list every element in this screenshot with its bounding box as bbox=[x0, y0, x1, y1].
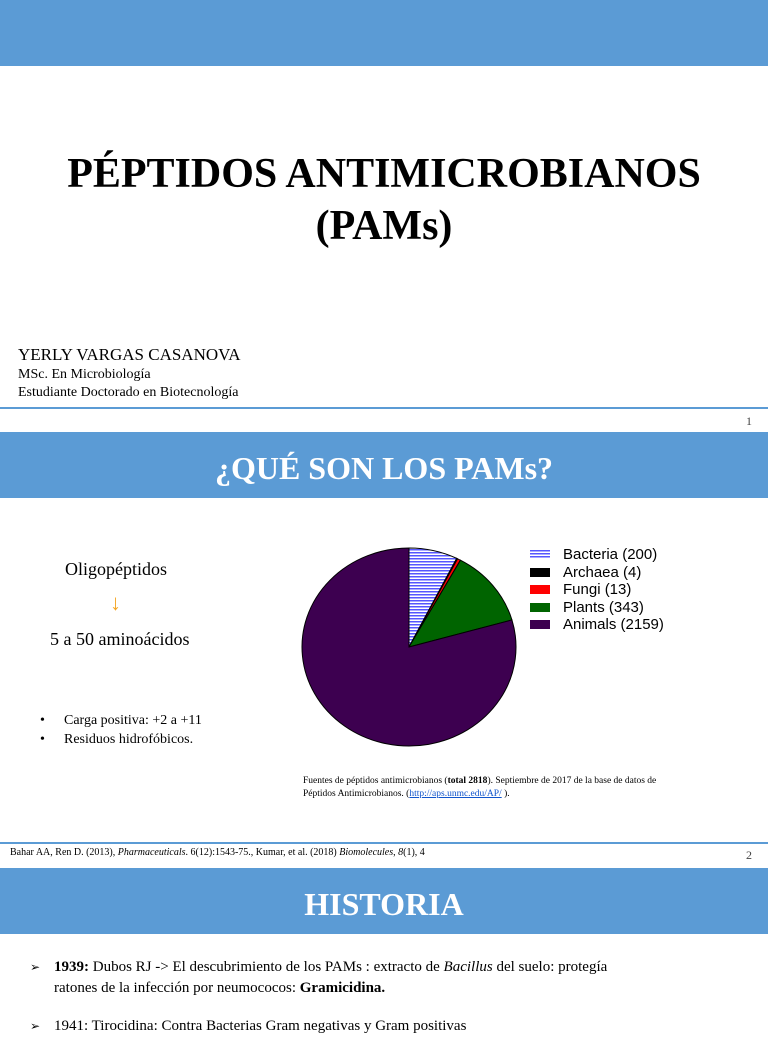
history-compound: Gramicidina. bbox=[299, 980, 386, 996]
slide1-bottom-rule bbox=[0, 407, 768, 409]
history-text: ratones de la infección por neumococos: bbox=[54, 980, 300, 996]
chart-source-note bbox=[303, 775, 703, 801]
source-total: total 2818 bbox=[447, 776, 488, 786]
chart-legend bbox=[530, 546, 664, 634]
slide3-header-band bbox=[0, 868, 768, 934]
amino-acid-length: 5 a 50 aminoácidos bbox=[50, 629, 190, 649]
author-degree: MSc. En Microbiología bbox=[18, 367, 151, 382]
source-text: ). bbox=[501, 789, 510, 799]
citation-volume: 8 bbox=[398, 847, 404, 858]
slide2-page-number: 2 bbox=[746, 848, 752, 862]
source-text: ). Septiembre de 2017 de la base de datos de bbox=[487, 776, 657, 786]
legend-label: Animals (2159) bbox=[563, 616, 664, 634]
citation-text: (1), 4 bbox=[403, 847, 425, 858]
citation-text: . 6(12):1543-75., Kumar, et al. (2018) bbox=[185, 847, 340, 858]
slide1-header-band bbox=[0, 0, 768, 66]
legend-swatch bbox=[530, 620, 550, 629]
slide2-bottom-rule bbox=[0, 842, 768, 844]
list-item: • Residuos hidrofóbicos. bbox=[40, 732, 194, 747]
author-name: YERLY VARGAS CASANOVA bbox=[18, 345, 241, 364]
bullet-arrow-icon: ➢ bbox=[30, 960, 41, 974]
slide1-title-line2: (PAMs) bbox=[315, 203, 453, 249]
slide2-header-band bbox=[0, 432, 768, 498]
legend-swatch bbox=[530, 550, 550, 559]
bullet-arrow-icon: ➢ bbox=[30, 1019, 41, 1033]
citation bbox=[10, 847, 425, 858]
source-text: Péptidos Antimicrobianos. ( bbox=[303, 789, 410, 799]
legend-label: Fungi (13) bbox=[563, 581, 632, 599]
legend-swatch bbox=[530, 603, 550, 612]
down-arrow-icon: ↓ bbox=[110, 590, 121, 615]
bullet-charge: Carga positiva: +2 a +11 bbox=[64, 713, 202, 728]
history-year: 1939: bbox=[54, 959, 89, 975]
source-link[interactable]: http://aps.unmc.edu/AP/ bbox=[409, 789, 502, 799]
legend-item-archaea bbox=[530, 564, 664, 582]
slide3-title: HISTORIA bbox=[304, 886, 464, 922]
legend-label: Archaea (4) bbox=[563, 563, 642, 581]
pie-chart bbox=[292, 540, 526, 756]
legend-item-fungi bbox=[530, 581, 664, 599]
slide1-title-line1: PÉPTIDOS ANTIMICROBIANOS bbox=[67, 151, 701, 197]
slide2-title: ¿QUÉ SON LOS PAMs? bbox=[214, 450, 554, 486]
author-status: Estudiante Doctorado en Biotecnología bbox=[18, 385, 239, 400]
term-oligopeptidos: Oligopéptidos bbox=[65, 559, 167, 579]
legend-swatch bbox=[530, 585, 550, 594]
history-genus: Bacillus bbox=[443, 959, 493, 975]
legend-item-plants bbox=[530, 599, 664, 617]
legend-swatch bbox=[530, 568, 550, 577]
slide1-page-number: 1 bbox=[746, 414, 752, 428]
history-text: Dubos RJ -> El descubrimiento de los PAMs : extracto de bbox=[89, 959, 444, 975]
legend-item-animals bbox=[530, 616, 664, 634]
legend-label: Plants (343) bbox=[563, 598, 644, 616]
property-list bbox=[40, 711, 202, 749]
bullet-hydrophobic: Residuos hidrofóbicos. bbox=[64, 732, 194, 747]
history-item-1939 bbox=[30, 957, 750, 999]
citation-text: , bbox=[393, 847, 399, 858]
source-text: Fuentes de péptidos antimicrobianos ( bbox=[303, 776, 448, 786]
history-text: del suelo: protegía bbox=[492, 959, 608, 975]
legend-label: Bacteria (200) bbox=[563, 546, 658, 564]
legend-item-bacteria bbox=[530, 546, 664, 564]
citation-journal: Biomolecules bbox=[339, 847, 394, 858]
history-item-1941-partial bbox=[30, 1016, 750, 1037]
citation-text: Bahar AA, Ren D. (2013), bbox=[10, 847, 118, 858]
history-text: 1941: Tirocidina: Contra Bacterias Gram negativas y Gram positivas bbox=[54, 1018, 467, 1034]
list-item: • Carga positiva: +2 a +11 bbox=[40, 713, 202, 728]
slide1-title bbox=[0, 148, 768, 252]
citation-journal: Pharmaceuticals bbox=[117, 847, 186, 858]
